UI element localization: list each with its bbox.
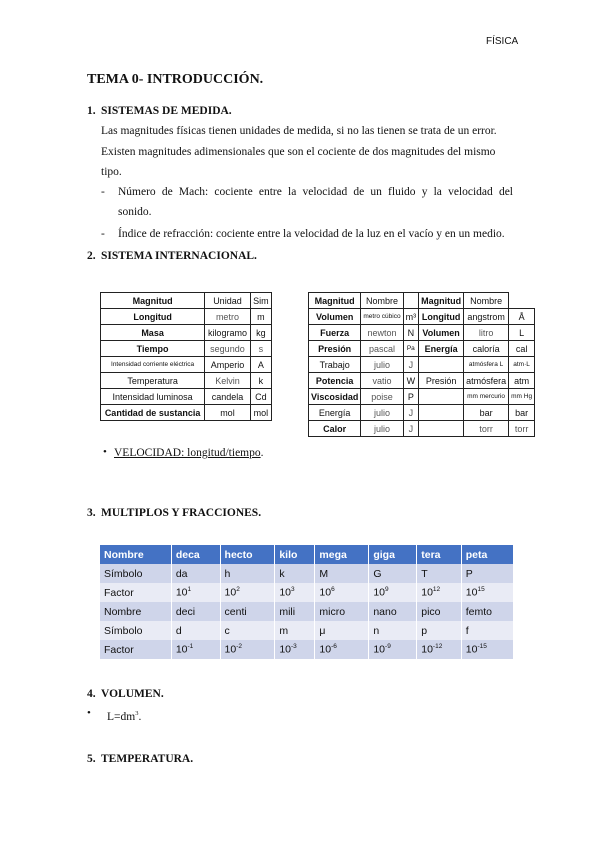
paragraph: Existen magnitudes adimensionales que son el cociente de dos magnitudes del mismo (101, 146, 496, 158)
dash: - (101, 228, 105, 240)
table-row (309, 341, 535, 357)
table-header-row (100, 545, 514, 564)
table-header: Sim (250, 293, 271, 309)
table-cell: d (171, 621, 220, 640)
table-row (100, 564, 514, 583)
table-cell: da (171, 564, 220, 583)
table-cell: Cd (250, 389, 271, 405)
paragraph: tipo. (101, 166, 122, 178)
table-header: Nombre (361, 293, 403, 309)
table-cell: Presión (309, 341, 361, 357)
table-header: Unidad (205, 293, 251, 309)
section-number: 1. (87, 105, 96, 117)
table-cell: angstrom (464, 309, 509, 325)
table-cell: k (250, 373, 271, 389)
section-number: 3. (87, 507, 96, 519)
table-cell: litro (464, 325, 509, 341)
list-item-text: Número de Mach: cociente entre la velocidad de un fluido y la velocidad del (118, 186, 513, 198)
table-header: Magnitud (419, 293, 464, 309)
table-cell: Factor (100, 583, 171, 602)
paragraph: Las magnitudes físicas tienen unidades de medida, si no las tienen se trata de un error. (101, 125, 497, 137)
multiples-fractions-table (100, 545, 514, 659)
table-cell: m (275, 621, 315, 640)
table-header (403, 293, 419, 309)
table-cell: $10^{12}$ (417, 583, 462, 602)
table-cell: Masa (101, 325, 205, 341)
table-cell: giga (369, 545, 417, 564)
table-cell: $10^1$ (171, 583, 220, 602)
table-row (309, 405, 535, 421)
table-cell: segundo (205, 341, 251, 357)
table-cell: m³ (403, 309, 419, 325)
section-2-heading (87, 250, 257, 262)
table-cell: Potencia (309, 373, 361, 389)
table-cell: julio (361, 357, 403, 373)
table-cell: L (509, 325, 535, 341)
table-cell: bar (464, 405, 509, 421)
table-cell: f (461, 621, 513, 640)
table-cell: $10^3$ (275, 583, 315, 602)
table-cell: Energía (419, 341, 464, 357)
table-cell: $10^6$ (315, 583, 369, 602)
table-cell: atmósfera (464, 373, 509, 389)
table-row (101, 373, 272, 389)
table-cell: P (403, 389, 419, 405)
table-cell: $10^{-1}$ (171, 640, 220, 659)
bullet-icon: • (103, 446, 107, 458)
table-cell: kg (250, 325, 271, 341)
table-cell: $10^2$ (220, 583, 275, 602)
table-row (100, 583, 514, 602)
table-cell: Símbolo (100, 564, 171, 583)
table-cell: Amperio (205, 357, 251, 373)
section-1-heading (87, 105, 232, 117)
section-4-heading (87, 688, 164, 700)
table-row (309, 325, 535, 341)
table-cell (419, 405, 464, 421)
table-cell: Cantidad de sustancia (101, 405, 205, 421)
section-title: SISTEMA INTERNACIONAL. (101, 250, 257, 262)
table-cell: atm·L (509, 357, 535, 373)
velocity-note (114, 447, 527, 459)
table-row (101, 357, 272, 373)
table-cell: candela (205, 389, 251, 405)
table-cell: M (315, 564, 369, 583)
table-cell: P (461, 564, 513, 583)
table-cell: Longitud (101, 309, 205, 325)
section-5-heading (87, 753, 193, 765)
table-cell: $10^{-15}$ (461, 640, 513, 659)
section-number: 2. (87, 250, 96, 262)
table-row (309, 421, 535, 437)
dash: - (101, 186, 105, 198)
table-cell: centi (220, 602, 275, 621)
table-cell: G (369, 564, 417, 583)
table-cell: J (403, 421, 419, 437)
section-title: MULTIPLOS Y FRACCIONES. (101, 507, 262, 519)
table-cell: hecto (220, 545, 275, 564)
list-item-text: Índice de refracción: cociente entre la velocidad de la luz en el vacío y en un medio. (118, 228, 505, 240)
table-cell: atmósfera L (464, 357, 509, 373)
table-cell: kilo (275, 545, 315, 564)
table-cell: T (417, 564, 462, 583)
table-cell: torr (509, 421, 535, 437)
table-cell: Volumen (419, 325, 464, 341)
table-cell: Longitud (419, 309, 464, 325)
table-cell: kilogramo (205, 325, 251, 341)
table-cell: bar (509, 405, 535, 421)
table-cell: micro (315, 602, 369, 621)
table-cell: mm mercurio (464, 389, 509, 405)
table-row (101, 389, 272, 405)
table-cell: julio (361, 421, 403, 437)
table-cell: tera (417, 545, 462, 564)
table-cell (419, 357, 464, 373)
document-title: TEMA 0- INTRODUCCIÓN. (87, 72, 264, 87)
table-cell: $10^9$ (369, 583, 417, 602)
table-cell: Intensidad luminosa (101, 389, 205, 405)
table-cell: c (220, 621, 275, 640)
table-cell: Pa (403, 341, 419, 357)
table-cell (419, 389, 464, 405)
table-row (101, 325, 272, 341)
table-cell: Kelvin (205, 373, 251, 389)
table-cell: caloría (464, 341, 509, 357)
table-cell: A (250, 357, 271, 373)
table-cell: Energía (309, 405, 361, 421)
table-cell: mega (315, 545, 369, 564)
table-cell: julio (361, 405, 403, 421)
table-cell: cal (509, 341, 535, 357)
table-cell: Å (509, 309, 535, 325)
table-cell: $10^{-6}$ (315, 640, 369, 659)
table-cell: J (403, 405, 419, 421)
table-cell: Intensidad corriente eléctrica (101, 357, 205, 373)
table-cell: Nombre (100, 545, 171, 564)
table-cell: J (403, 357, 419, 373)
velocity-definition: VELOCIDAD: longitud/tiempo (114, 447, 261, 459)
table-cell: mili (275, 602, 315, 621)
table-row (100, 640, 514, 659)
table-cell: mol (205, 405, 251, 421)
table-cell: poise (361, 389, 403, 405)
section-title: VOLUMEN. (101, 688, 164, 700)
table-cell: $10^{-12}$ (417, 640, 462, 659)
table-cell: Volumen (309, 309, 361, 325)
table-cell: $10^{15}$ (461, 583, 513, 602)
table-cell: $10^{-9}$ (369, 640, 417, 659)
table-cell: pascal (361, 341, 403, 357)
table-cell: torr (464, 421, 509, 437)
table-row (101, 309, 272, 325)
table-cell: h (220, 564, 275, 583)
table-cell: deci (171, 602, 220, 621)
section-title: SISTEMAS DE MEDIDA. (101, 105, 232, 117)
table-cell: W (403, 373, 419, 389)
table-row (309, 357, 535, 373)
table-row (101, 341, 272, 357)
table-cell: m (250, 309, 271, 325)
table-row (100, 621, 514, 640)
table-cell: Temperatura (101, 373, 205, 389)
table-cell: Trabajo (309, 357, 361, 373)
table-cell: n (369, 621, 417, 640)
list-item-continuation: sonido. (118, 206, 152, 218)
list-item (101, 228, 514, 240)
table-cell: $10^{-2}$ (220, 640, 275, 659)
table-row (101, 405, 272, 421)
table-row (309, 309, 535, 325)
table-cell: peta (461, 545, 513, 564)
table-cell: atm (509, 373, 535, 389)
table-cell: N (403, 325, 419, 341)
table-cell: Tiempo (101, 341, 205, 357)
table-row (309, 373, 535, 389)
table-cell: mol (250, 405, 271, 421)
table-header (509, 293, 535, 309)
table-cell: $10^{-3}$ (275, 640, 315, 659)
table-cell: femto (461, 602, 513, 621)
table-cell: Factor (100, 640, 171, 659)
section-title: TEMPERATURA. (101, 753, 194, 765)
section-number: 5. (87, 753, 96, 765)
velocity-period: . (260, 447, 264, 459)
table-cell: k (275, 564, 315, 583)
table-cell: Viscosidad (309, 389, 361, 405)
table-cell: metro (205, 309, 251, 325)
table-cell: deca (171, 545, 220, 564)
table-cell: Calor (309, 421, 361, 437)
table-cell: Presión (419, 373, 464, 389)
table-cell: Fuerza (309, 325, 361, 341)
si-base-units-table (100, 292, 272, 421)
table-cell: Símbolo (100, 621, 171, 640)
table-cell: mm Hg (509, 389, 535, 405)
table-cell: Nombre (100, 602, 171, 621)
table-cell: p (417, 621, 462, 640)
table-header: Nombre (464, 293, 509, 309)
table-cell: μ (315, 621, 369, 640)
table-cell: pico (417, 602, 462, 621)
table-cell: nano (369, 602, 417, 621)
volume-item: $L=dm^3$. (107, 710, 142, 723)
table-header: Magnitud (309, 293, 361, 309)
table-header: Magnitud (101, 293, 205, 309)
table-cell (419, 421, 464, 437)
si-derived-units-table (308, 292, 535, 437)
header-subject: FÍSICA (486, 36, 519, 47)
table-row (100, 602, 514, 621)
list-item (101, 186, 514, 198)
table-cell: vatio (361, 373, 403, 389)
table-cell: s (250, 341, 271, 357)
section-3-heading (87, 507, 261, 519)
bullet-icon: • (87, 707, 91, 719)
table-cell: newton (361, 325, 403, 341)
table-cell: metro cúbico (361, 309, 403, 325)
table-row (309, 389, 535, 405)
section-number: 4. (87, 688, 96, 700)
